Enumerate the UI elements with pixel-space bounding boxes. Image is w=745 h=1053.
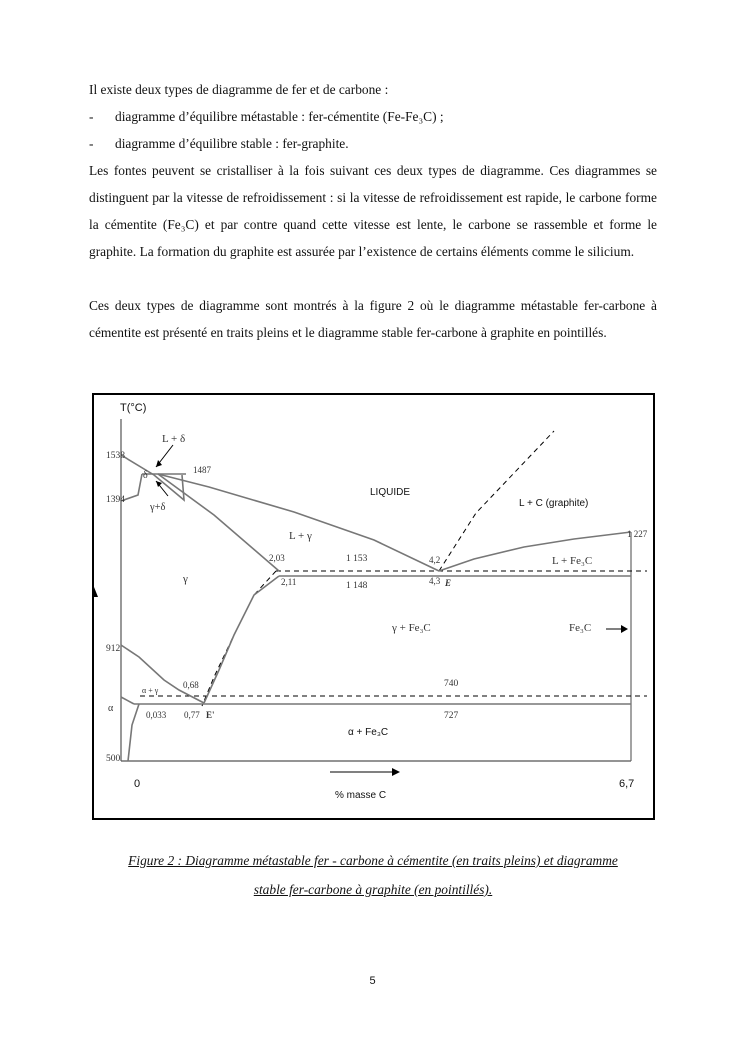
figure-reference-paragraph: Ces deux types de diagramme sont montrés à la figure 2 où le diagramme métastable fer-carbone à cémentite est présenté en traits pleins et le diagramme stable fer-carbone à graphite en pointillés. [89,298,657,340]
comp-0-033: 0,033 [146,710,167,720]
alpha-boundary [121,697,134,704]
phase-fe3c: Fe₃C [569,622,592,634]
phase-l-gamma: L + γ [289,530,312,542]
temp-1394: 1394 [106,495,125,505]
phase-alpha-fe3c: α + Fe₃C [348,727,389,738]
phase-gamma-fe3c: γ + Fe₃C [392,622,431,634]
x-axis-label: % masse C [335,790,387,801]
body-paragraph: Les fontes peuvent se cristalliser à la fois suivant ces deux types de diagramme. Ces diagrammes se distinguent par la vitesse de refroidissement : si la vitesse de refroidissement est rapide, le carbone forme la cémentite (Fe₃C) et par contre quand cette vitesse est lente, le carbone se rassemble et forme le graphite. La formation du graphite est assurée par l’existence de certains éléments comme le silicium. [89,163,657,259]
phase-gamma-delta: γ+δ [150,502,166,513]
phase-alpha-gamma: α + γ [142,686,159,695]
bullet-marker: - [89,136,94,151]
intro-block [89,76,657,265]
comp-4-3: 4,3 [429,576,441,586]
bullet-item-stable [89,130,657,157]
phase-diagram-figure [92,393,655,820]
stable-acm-line [202,571,276,706]
temp-500: 500 [106,754,121,764]
eutectic-point-label: E [445,578,452,588]
eutectoid-point-label: E' [206,710,215,720]
caption-line-1: Figure 2 : Diagramme métastable fer - carbone à cémentite (en traits pleins) et diagramme [128,853,618,868]
comp-2-03: 2,03 [269,553,285,563]
phase-liquide: LIQUIDE [370,487,411,498]
bullet-item-metastable [89,103,657,130]
cementite-liquidus [439,532,631,571]
left-edge-arrowhead [94,587,98,597]
bullet-text: diagramme d’équilibre métastable : fer-cémentite (Fe-Fe₃C) ; [115,109,444,124]
phase-alpha: α [108,703,114,714]
y-axis-label: T(°C) [120,402,147,414]
temp-1487: 1487 [193,465,211,475]
temp-912: 912 [106,644,121,654]
bullet-text: diagramme d’équilibre stable : fer-graphite. [115,136,349,151]
caption-line-2: stable fer-carbone à graphite (en pointillés). [253,882,493,897]
comp-2-11: 2,11 [281,577,297,587]
page-number: 5 [369,975,376,987]
comp-4-2: 4,2 [429,555,441,565]
acm-line [204,576,279,703]
a3-line [121,645,204,703]
phase-delta: δ [143,470,148,481]
arrowhead [392,768,400,776]
temp-1148: 1 148 [346,581,368,591]
phase-diagram [94,395,653,818]
phase-gamma: γ [183,573,188,585]
comp-0-68: 0,68 [183,680,199,690]
temp-1538: 1538 [106,451,125,461]
phase-l-graphite: L + C (graphite) [519,498,589,509]
x-max-label: 6,7 [619,778,635,790]
figure-caption [89,846,657,904]
ferrite-solvus [128,704,139,761]
temp-1153: 1 153 [346,554,368,564]
temp-727: 727 [444,711,459,721]
arrowhead [621,625,628,633]
temp-1227: 1 227 [627,529,648,539]
phase-l-delta: L + δ [162,433,186,445]
intro-line: Il existe deux types de diagramme de fer et de carbone : [89,82,389,97]
phase-l-fe3c: L + Fe₃C [552,555,593,567]
comp-0-77: 0,77 [184,710,200,720]
solidus-line [158,474,279,571]
temp-740: 740 [444,679,459,689]
x-min-label: 0 [134,778,141,790]
bullet-marker: - [89,109,94,124]
